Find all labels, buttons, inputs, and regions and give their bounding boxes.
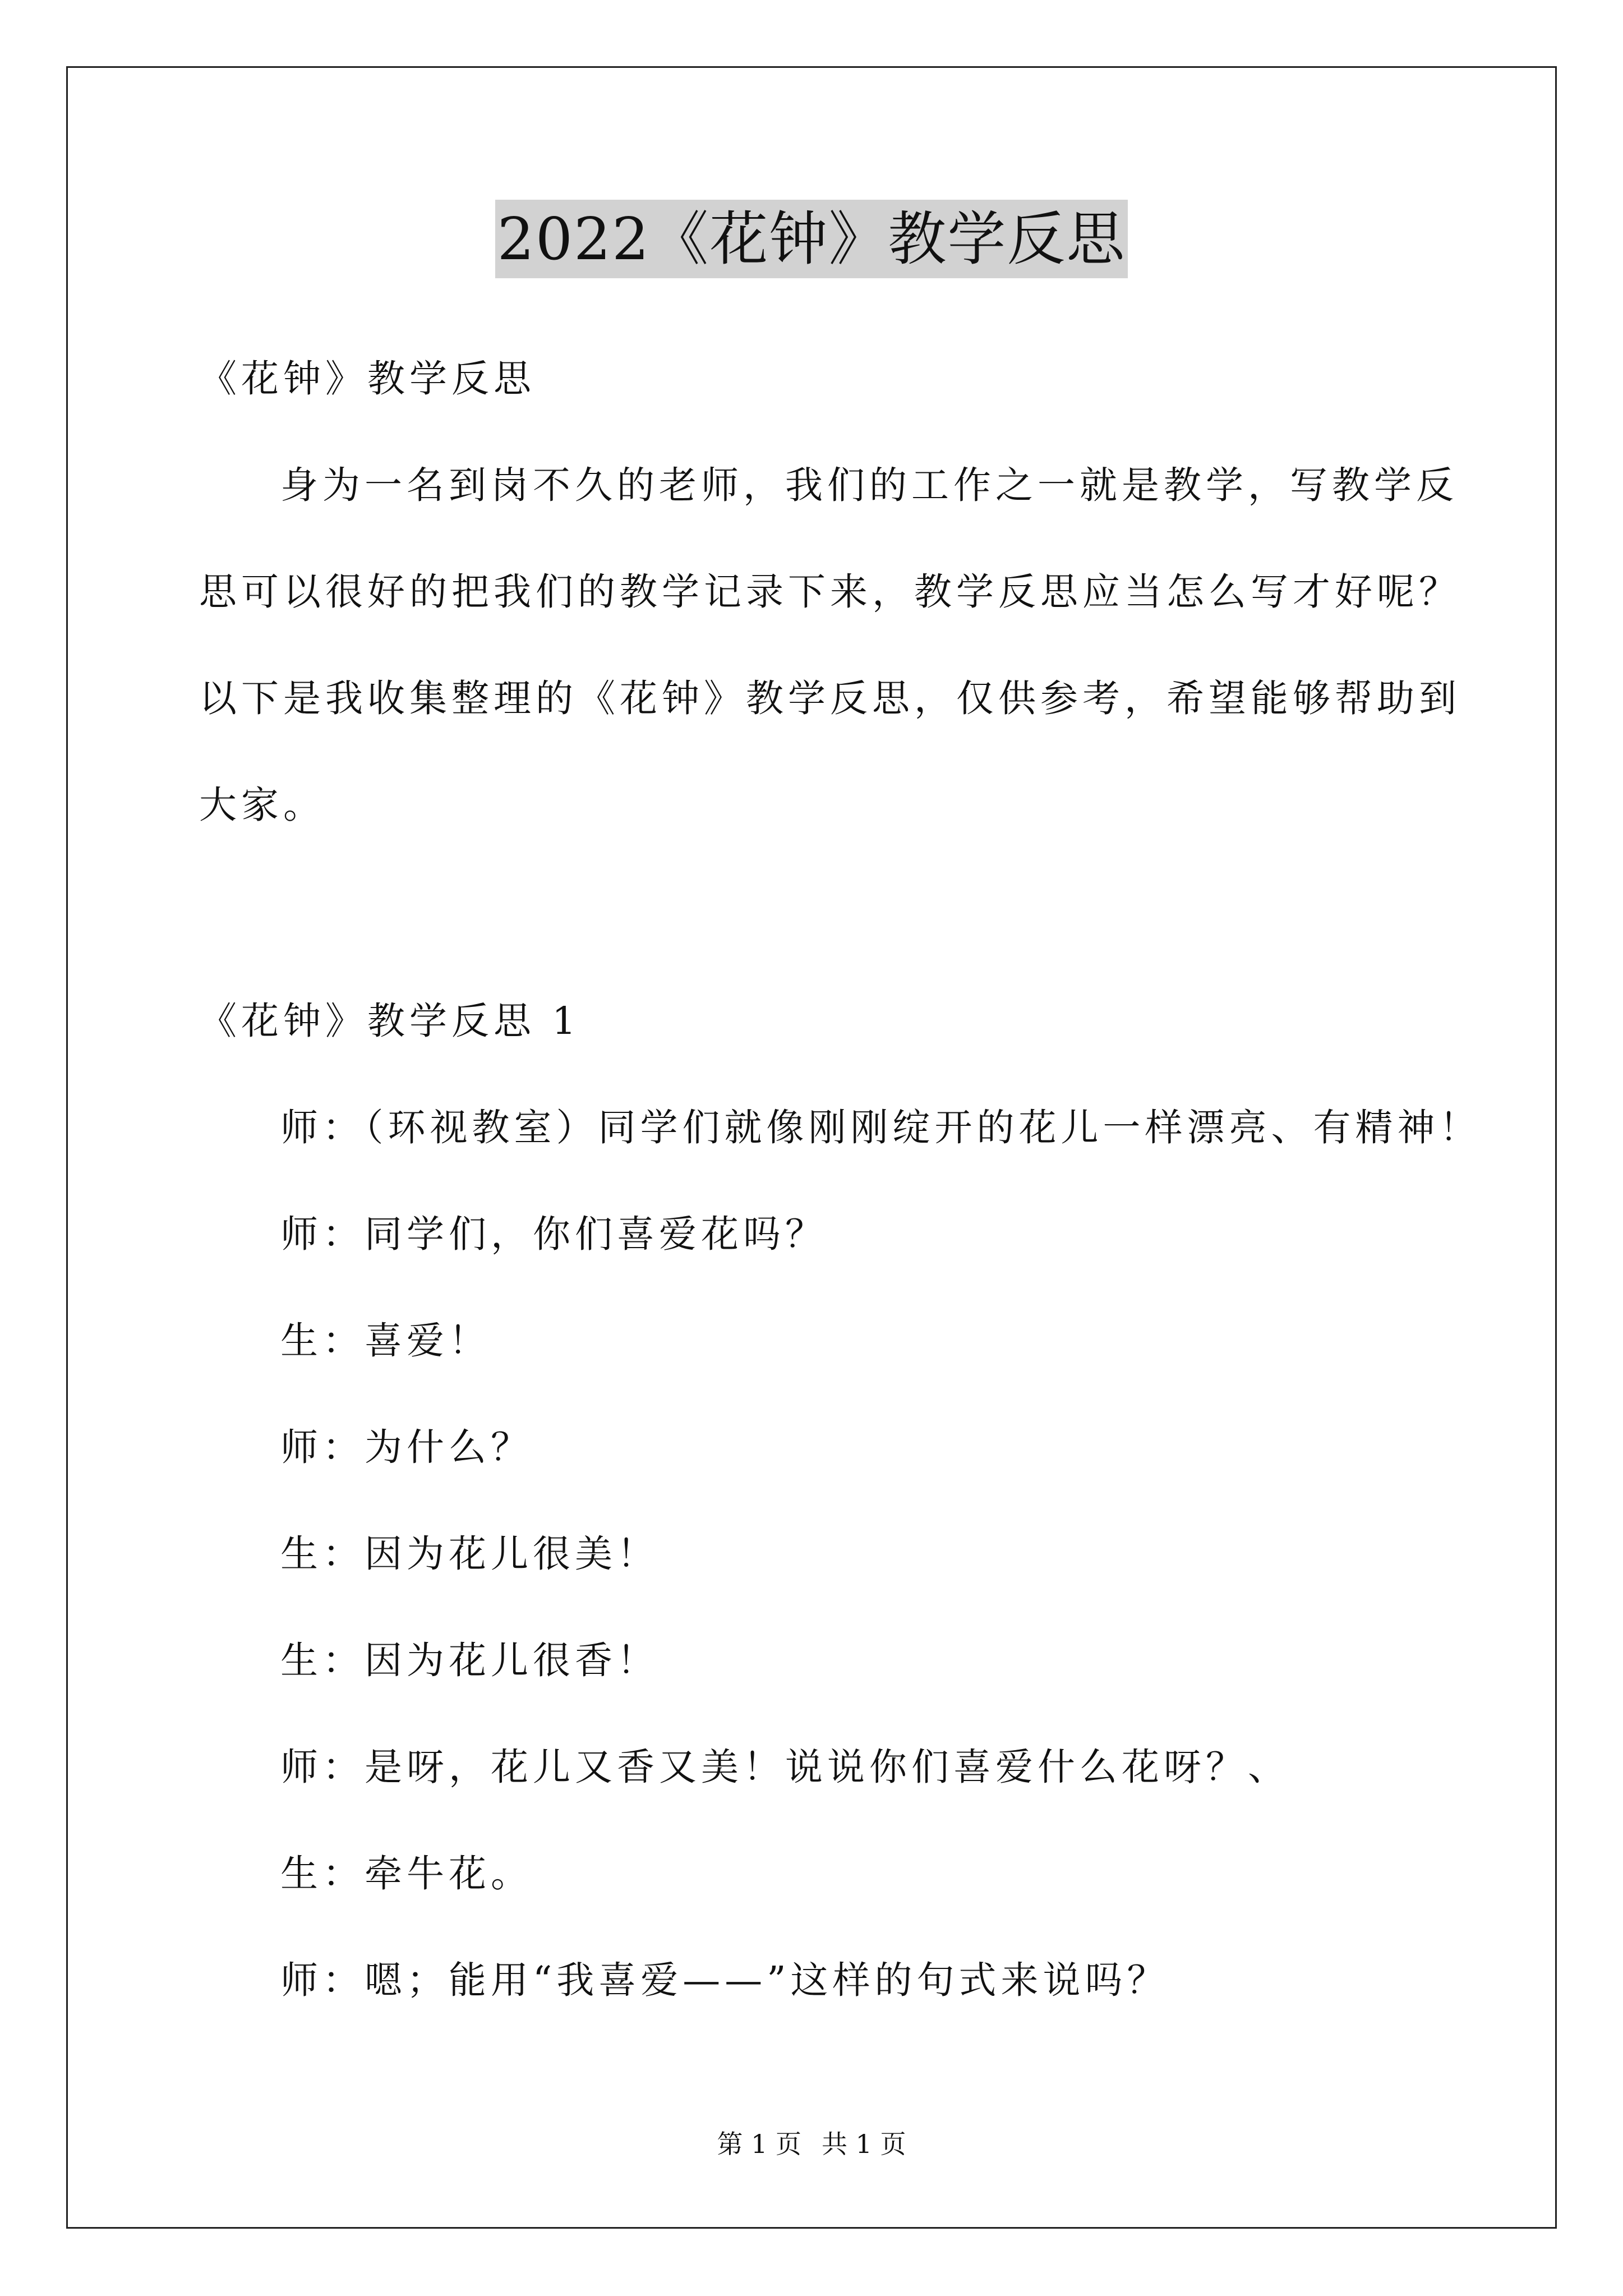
paragraph-line: 思可以很好的把我们的教学记录下来，教学反思应当怎么写才好呢？ [199, 570, 1461, 614]
section-heading: 《花钟》教学反思 1 [199, 999, 580, 1043]
dialogue-line: 生：牵牛花。 [280, 1852, 533, 1895]
title-container [0, 200, 1623, 278]
page-footer [0, 2127, 1623, 2161]
paragraph-line: 身为一名到岗不久的老师，我们的工作之一就是教学，写教学反 [280, 463, 1458, 507]
dialogue-line: 师：同学们，你们喜爱花吗？ [280, 1212, 827, 1256]
dialogue-line: 生：因为花儿很美！ [280, 1532, 659, 1576]
page-number: 第 1 页 [717, 2129, 801, 2159]
paragraph-line: 大家。 [199, 783, 325, 827]
dialogue-line: 生：喜爱！ [280, 1319, 491, 1363]
document-title: 2022《花钟》教学反思 [495, 200, 1128, 278]
dialogue-line: 师：（环视教室）同学们就像刚刚绽开的花儿一样漂亮、有精神！ [280, 1106, 1482, 1149]
paragraph-line: 以下是我收集整理的《花钟》教学反思，仅供参考，希望能够帮助到 [199, 677, 1461, 720]
dialogue-line: 师：嗯；能用“我喜爱——”这样的句式来说吗？ [280, 1958, 1169, 2002]
page-total: 共 1 页 [822, 2129, 906, 2159]
subtitle-line: 《花钟》教学反思 [199, 357, 536, 401]
dialogue-line: 师：是呀，花儿又香又美！说说你们喜爱什么花呀？、 [280, 1745, 1290, 1789]
dialogue-line: 生：因为花儿很香！ [280, 1639, 659, 1682]
dialogue-line: 师：为什么？ [280, 1425, 533, 1469]
